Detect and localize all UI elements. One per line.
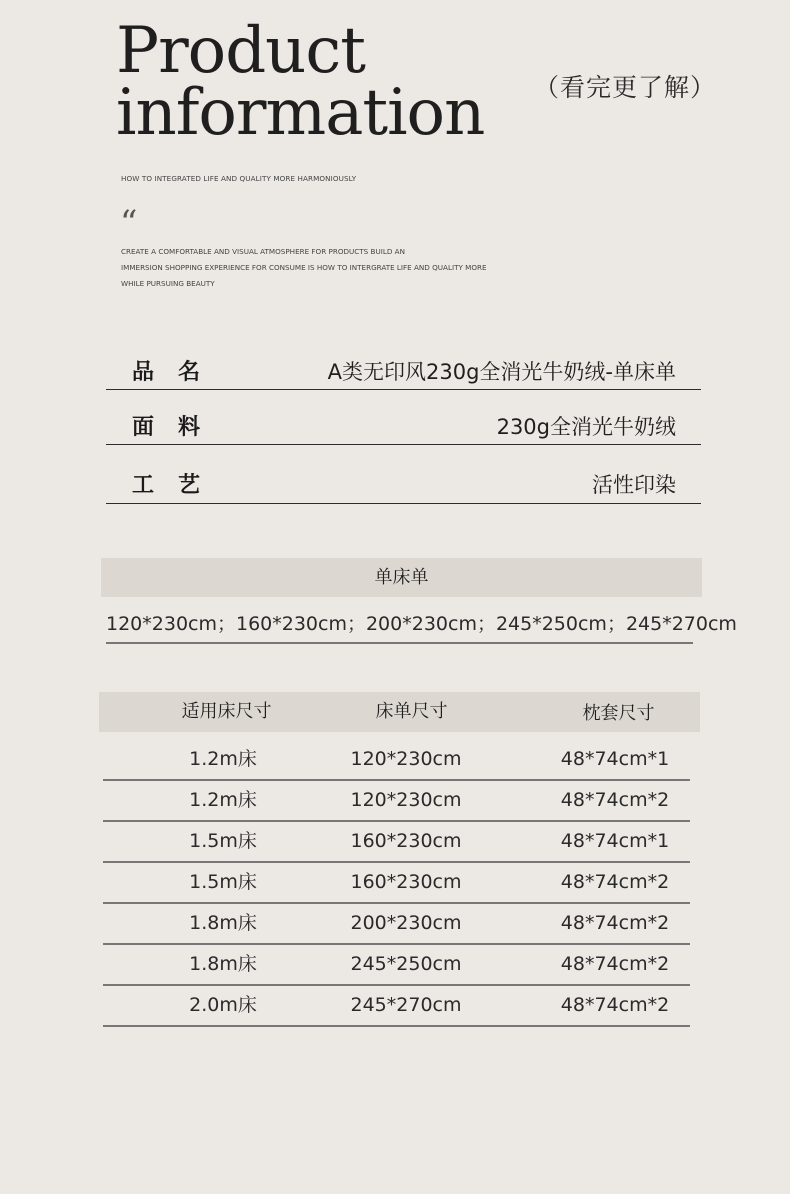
cell-pillowcase-size: 48*74cm*1: [560, 748, 670, 770]
header-sheet-size: 床单尺寸: [375, 701, 448, 722]
table-row: [103, 821, 690, 863]
hero-title: [116, 14, 485, 150]
info-label: 面料: [132, 415, 225, 440]
quote-icon: “: [120, 203, 138, 243]
size-table-header: [99, 692, 700, 732]
cell-pillowcase-size: 48*74cm*2: [560, 953, 670, 975]
table-row: [103, 944, 690, 986]
info-value: A类无印风230g全消光牛奶绒-单床单: [327, 360, 676, 384]
see-more-note: （看完更了解）: [534, 73, 717, 102]
cell-pillowcase-size: 48*74cm*2: [560, 789, 670, 811]
info-label: 品名: [132, 360, 225, 385]
cell-sheet-size: 120*230cm: [350, 748, 462, 770]
sheet-sizes: 120*230cm；160*230cm；200*230cm；245*250cm；245*270cm: [106, 606, 693, 644]
description-line: IMMERSION SHOPPING EXPERIENCE FOR CONSUME IS HOW TO INTERGRATE LIFE AND QUALITY MORE: [121, 263, 487, 272]
tagline: HOW TO INTEGRATED LIFE AND QUALITY MORE HARMONIOUSLY: [121, 174, 357, 183]
hero-title-line1: Product: [116, 14, 365, 88]
cell-sheet-size: 245*250cm: [350, 953, 462, 975]
cell-bed-size: 1.2m床: [189, 748, 257, 770]
cell-bed-size: 1.8m床: [189, 953, 257, 975]
info-row-name: [106, 350, 701, 390]
cell-bed-size: 1.5m床: [189, 871, 257, 893]
table-row: [103, 903, 690, 945]
cell-sheet-size: 200*230cm: [350, 912, 462, 934]
description-line: WHILE PURSUING BEAUTY: [121, 279, 215, 288]
header-pillowcase-size: 枕套尺寸: [582, 703, 655, 724]
cell-pillowcase-size: 48*74cm*2: [560, 912, 670, 934]
cell-sheet-size: 120*230cm: [350, 789, 462, 811]
table-row: [103, 862, 690, 904]
table-row: [103, 739, 690, 781]
cell-pillowcase-size: 48*74cm*1: [560, 830, 670, 852]
header-bed-size: 适用床尺寸: [181, 701, 272, 722]
info-row-fabric: [106, 404, 701, 445]
description: [121, 244, 487, 292]
info-label: 工艺: [132, 473, 225, 498]
cell-sheet-size: 245*270cm: [350, 994, 462, 1016]
info-value: 230g全消光牛奶绒: [496, 415, 676, 439]
info-row-craft: [106, 461, 701, 504]
cell-bed-size: 2.0m床: [189, 994, 257, 1016]
cell-sheet-size: 160*230cm: [350, 871, 462, 893]
cell-bed-size: 1.5m床: [189, 830, 257, 852]
table-row: [103, 780, 690, 822]
hero-title-line2: information: [116, 76, 485, 150]
cell-pillowcase-size: 48*74cm*2: [560, 994, 670, 1016]
description-line: CREATE A COMFORTABLE AND VISUAL ATMOSPHERE FOR PRODUCTS BUILD AN: [121, 247, 405, 256]
table-row: [103, 985, 690, 1027]
info-value: 活性印染: [592, 473, 676, 497]
cell-bed-size: 1.8m床: [189, 912, 257, 934]
cell-bed-size: 1.2m床: [189, 789, 257, 811]
cell-sheet-size: 160*230cm: [350, 830, 462, 852]
cell-pillowcase-size: 48*74cm*2: [560, 871, 670, 893]
sheet-title: 单床单: [101, 558, 702, 597]
